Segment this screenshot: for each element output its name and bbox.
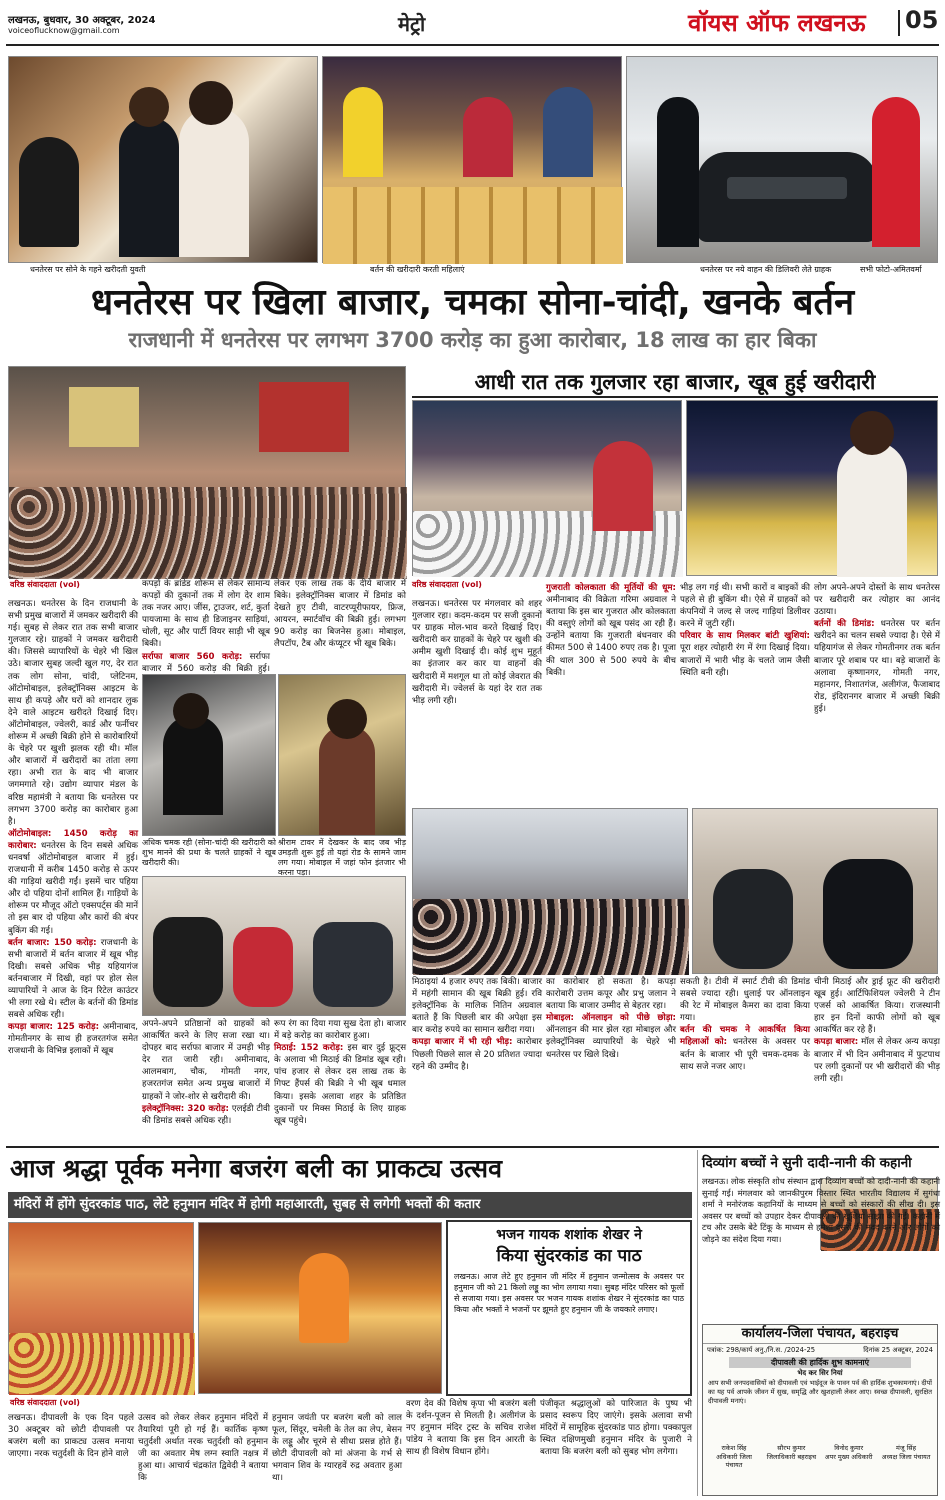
box-headline: किया सुंदरकांड का पाठ bbox=[496, 1246, 642, 1266]
lead-text: अमीनाबाद की विक्रेता गरिमा अग्रवाल ने बताया कि इस बार गुजरात और कोलकाता की वस्तुएं लोगों को खूब पसंद आ रही हैं। उन्होंने बताया कि गुजराती बंधनवार की कीमत 500 से 1400 रुपए तक है। पूजा की थाल 300 से 500 रुपये के बीच बिकी। bbox=[546, 595, 676, 678]
grandma-text: लखनऊ। लोक संस्कृति शोध संस्थान द्वारा दिव्यांग बच्चों को दादी-नानी की कहानी सुनाई गई। मंगलवार को जानकीपुरम विस्तार स्थित भारतीय विद्यालय में सुगंधा शर्मा ने मनोरंजक कहानियों के माध्यम से बच्चों को संस्कारों की सीख दी। इस अवसर पर बच्चों को उपहार देकर दीपावली की खुशियां साझा की गईं। कहानी में टच और उसके बेटे टिंकू के माध्यम से हमेशा दूसरों की मदद करने और लोगों को जोड़ने का संदेश दिया गया। bbox=[702, 1176, 940, 1244]
hanuman-column-1: लखनऊ। दीपावली के एक दिन पहले 30 अक्टूबर को छोटी दीपावली पर बजरंग बली का प्राकट्य उत्सव मनाया जाएगा। नरक चतुर्दशी के दिन होने वाले bbox=[8, 1413, 134, 1460]
lead-text: धनतेरस के अवसर पर बर्तन के बाजार भी पूरी चमक-दमक के साथ सजे नजर आए। bbox=[680, 1037, 811, 1072]
photo-caption: अधिक चमक रही (सोना-चांदी की खरीदारी को शुभ मानने की प्रथा के चलते ग्राहकों ने खूब खरीदारी की। bbox=[142, 838, 276, 867]
box-headline: भजन गायक शशांक शेखर ने bbox=[496, 1227, 642, 1243]
lead-text: अमीनाबाद, गोमतीनगर के साथ ही हजरतगंज समेत राजधानी के विभिन्न इलाकों में खूब bbox=[8, 1022, 138, 1057]
lead-column-1 bbox=[8, 598, 138, 1140]
signatory: सौरभ कुमार जिलाधिकारी बहराइच bbox=[766, 1444, 816, 1461]
lead-text: धनतेरस के दिन सबसे अधिक धनवर्षा ऑटोमोबाइल बाजार में हुई। राजधानी में करीब 1450 करोड़ से ऊपर की गाड़ियां खरीदी गईं। इसमें चार पहिया और दो पहिया दोनों शामिल हैं। गाड़ियों के शोरूम पर मौजूद ऑटो एक्सपर्ट्स की मानें तो इस बार दो पहिया और कारों की बंपर बुकिंग की गई। bbox=[8, 840, 138, 936]
hanuman-column-3: हनुमान जयंती पर बजरंग बली को लाल फूल, सिंदूर, चमेली के तेल का लेप, बेसन के लड्डू और चूरमे से सीधा प्रसन्न होते हैं। छोटी दीपावली को मां अंजना के गर्भ से भगवान शिव के ग्यारहवें रुद्र अवतार हुआ था। bbox=[272, 1413, 402, 1484]
subhead: ऑटोमोबाइल: 1450 करोड़ का कारोबार: bbox=[8, 828, 138, 851]
lead-column-3b bbox=[274, 1018, 406, 1140]
hanuman-column-5: पंजीकृत श्रद्धालुओं को पारिजात के पुष्प भी प्रसाद स्वरूप दिए जाएंगे। इसके अलावा सभी मंदिरों में सामूहिक सुंदरकांड पाठ होगा। पक्कापुल स्थित दक्षिणमुखी हनुमान मंदिर के पुजारी ने बताया कि बजरंग बली को सुबह भोग लगेगा। bbox=[540, 1399, 692, 1458]
subhead: बर्तन बाजार: 150 करोड़: bbox=[8, 937, 97, 948]
byline: वरिष्ठ संवाददाता (vol) bbox=[412, 580, 482, 589]
subhead: कपड़ा बाजार में भी रही भीड़: bbox=[412, 1037, 513, 1048]
mid-column-3 bbox=[680, 976, 810, 1140]
bhajan-box bbox=[446, 1220, 692, 1396]
second-headline bbox=[412, 368, 938, 398]
ad-ref: पत्रांक: 298/कार्य अनु./नि.स. /2024-25 bbox=[707, 1346, 816, 1354]
ad-title: कार्यालय-जिला पंचायत, बहराइच bbox=[703, 1325, 937, 1344]
lead-headline: धनतेरस पर खिला बाजार, चमका सोना-चांदी, खनके बर्तन bbox=[90, 282, 855, 323]
subhead: कपड़ा बाजार: 125 करोड़: bbox=[8, 1022, 99, 1033]
section-name: मेट्रो bbox=[398, 12, 426, 36]
subhead: बर्तनों की डिमांड: bbox=[814, 619, 875, 630]
photo-bike-showroom bbox=[692, 808, 938, 974]
photo-jewellery-shopping bbox=[8, 56, 318, 263]
second-headline-text: आधी रात तक गुलजार रहा बाजार, खूब हुई खरीदारी bbox=[474, 370, 876, 394]
box-text: लखनऊ। आज लेटे हुए हनुमान जी मंदिर में हनुमान जन्मोत्सव के अवसर पर हनुमान जी को 21 किलो लड्डू का भोग लगाया गया। सुबह मंदिर परिसर को फूलों से सजाया गया। इस अवसर पर भजन गायक शशांक शेखर ने सुंदरकांड का पाठ किया और भक्तों ने भजनों पर झूमते हुए हनुमान जी के जयकारे लगाए। bbox=[454, 1272, 684, 1314]
page-number: 05 bbox=[905, 6, 939, 34]
ad-box bbox=[702, 1324, 938, 1496]
lead-text: ऑनलाइन की मार झेल रहा मोबाइल और इलेक्ट्रॉनिक्स व्यापारियों के चेहरे भी धनतेरस पर खिले दिखे। bbox=[546, 1025, 676, 1060]
lead-text: सकती है। टीवी में स्मार्ट टीवी की डिमांड सबसे ज्यादा रही। धुलाई पर ऑनलाइन की रेट में मोबाइल कैमरा का दावा किया गया। bbox=[680, 977, 810, 1024]
right-column-4 bbox=[814, 582, 940, 804]
mid-column-4 bbox=[814, 976, 940, 1140]
hanuman-column-4: वरण देव की विशेष कृपा भी बजरंग बली के दर्शन-पूजन से मिलती है। अलीगंज के नए हनुमान मंदिर ट्रस्ट के सचिव राजेश पांडेय ने बताया कि इस दिन आरती के साथ ही विशेष विधान होंगे। bbox=[406, 1399, 536, 1458]
photo-crowded-market bbox=[8, 366, 406, 578]
photo-scooter-showroom bbox=[142, 876, 406, 1016]
lead-text: राजधानी के सभी बाजारों में बर्तन बाजार में खूब भीड़ दिखी। सबसे अधिक भीड़ यहियागंज बर्तनबाजार में दिखी, वहां पर होल सेल व्यापारियों ने आज के दिन रिटेल काउंटर भी लगा रखे थे। स्टील के बर्तनों की डिमांड सबसे अधिक रही। bbox=[8, 937, 138, 1021]
lead-text: मॉल से लेकर अन्य कपड़ा बाजार में भी दिन अमीनाबाद में फुटपाथ पर लगी दुकानों पर भी खरीदारों की भीड़ लगी रही। bbox=[814, 1037, 940, 1084]
signatory: विनोद कुमार अपर मुख्य अधिकारी bbox=[824, 1444, 873, 1461]
lead-text: इस बार दुई फ्रूट्स के अलावा भी मिठाई की डिमांड खूब रही। पांच हजार से लेकर दस लाख तक के गिफ्ट हैंपर्स की बिक्री ने भी खूब धमाल किया। इसके अलावा शहर के प्रतिष्ठित दुकानों पर मिक्स मिठाई के लिए ग्राहक खूब पहुंचे। bbox=[274, 1043, 407, 1126]
lead-text: एलईडी टीवी की डिमांड सबसे अधिक रही। bbox=[142, 1103, 270, 1126]
grandma-headline: दिव्यांग बच्चों ने सुनी दादी-नानी की कहानी bbox=[702, 1155, 912, 1171]
signatory: मंजू सिंह अध्यक्ष जिला पंचायत bbox=[881, 1444, 931, 1461]
photo-utensil-shopping bbox=[322, 56, 622, 263]
lead-text: पूरा शहर त्योहारी रंग में रंगा दिखाई दिया। बाजारों में भारी भीड़ के चलते जाम जैसी स्थिति बनी रही। bbox=[680, 643, 810, 678]
lead-text: सर्राफा बाजार में 560 करोड़ की बिक्री हुई। bbox=[142, 651, 270, 674]
hanuman-subheadline-bar bbox=[8, 1192, 692, 1218]
dateline: लखनऊ, बुधवार, 30 अक्टूबर, 2024 bbox=[8, 15, 156, 26]
lead-text: मिठाइयां 4 हजार रुपए तक बिकी। बाजार में महंगी सामान की खूब बिक्री हुई। रवि इलेक्ट्रॉनिक के मालिक नितिन अग्रवाल बताते हैं कि पिछली बार की अपेक्षा इस बार करोड़ रुपये का सामान खरीदा गया। bbox=[412, 977, 542, 1036]
mid-column-1 bbox=[412, 976, 542, 1140]
subhead: गुजराती कोलकाता की मूर्तियों की धूम: bbox=[546, 583, 676, 593]
lead-subheadline: राजधानी में धनतेरस पर लगभग 3700 करोड़ का हुआ कारोबार, 18 लाख का हार बिका bbox=[128, 328, 817, 352]
lead-text: लेकर एक लाख तक के दीये बाजार में बिके। इलेक्ट्रॉनिक्स बाजार में डिमांड को देखते हुए टीवी, वाटरप्यूरीफायर, फ्रिज, आयरन, स्मार्टवॉच की बिक्री हुई। लगभग 90 करोड़ का बिजनेस हुआ। मोबाइल, लैपटॉप, टैब और कंप्यूटर भी खूब बिके। bbox=[274, 579, 406, 650]
ad-signatories bbox=[703, 1442, 937, 1472]
subhead: इलेक्ट्रॉनिक्स: 320 करोड़: bbox=[142, 1103, 229, 1114]
lead-text: भीड़ लग गई थी। सभी कारों व बाइकों की पहले से ही बुकिंग थी। ऐसे में ग्राहकों को कंपनियों ने जल्द से जल्द गाड़ियां डिलीवर करने में जुटी रहीं। bbox=[680, 583, 810, 630]
photo-caption: धनतेरस पर नये वाहन की डिलिवरी लेते ग्राहक bbox=[700, 265, 832, 274]
hanuman-column-2: उत्सव को लेकर लेकर हनुमान मंदिरों में तैयारियां पूरी हो गई हैं। कार्तिक कृष्ण चतुर्दशी अर्थात नरक चतुर्दशी को हनुमान जी का अवतार मेष लग्न स्वाति नक्षत्र में हुआ था। आचार्य चंद्रकांत द्विवेदी ने बताया कि bbox=[138, 1413, 268, 1484]
right-column-1 bbox=[412, 598, 542, 804]
photo-jewellery-counter bbox=[142, 674, 276, 836]
byline: वरिष्ठ संवाददाता (vol) bbox=[10, 580, 80, 589]
ad-date: दिनांक 25 अक्टूबर, 2024 bbox=[863, 1346, 933, 1354]
signatory: राकेश सिंह अधिकारी जिला पंचायत bbox=[716, 1444, 752, 1469]
photo-car-delivery bbox=[626, 56, 938, 263]
lead-text: का कारोबार हो सकता है। कपड़ा कारोबारी उत्तम कपूर और प्रभु जलान ने बताया कि बाजार उम्मीद से बेहतर रहा। bbox=[546, 977, 676, 1012]
lead-text: कपड़ों के ब्रांडेड शोरूम से लेकर सामान्य कपड़ों की दुकानों तक में लोग देर शाम तक नजर आए। जींस, ट्राउजर, शर्ट, कुर्ता पायजामा के साथ ही डिजाइनर साड़ियां, चोली, सूट और पार्टी वियर साड़ी भी खूब बिकी। bbox=[142, 579, 270, 650]
lead-column-2a bbox=[142, 578, 270, 672]
ad-sub: भेद कर सिर नियां bbox=[797, 1369, 843, 1377]
lead-text: लखनऊ। धनतेरस के दिन राजधानी के सभी प्रमुख बाजारों में जमकर खरीदारी की गई। सुबह से लेकर रात तक सभी बाजार गुलजार रहे। ग्राहकों ने जमकर खरीदारी की। जिससे व्यापारियों के चेहरे भी खिल उठे। बाजार सुबह जल्दी खुल गए, देर रात तक लोग सोना, चांदी, प्लेटिनम, ऑटोमोबाइल, इलेक्ट्रॉनिक्स आइटम के साथ ही कपड़े और घरों को शानदार लुक देने वाले आइटम खरीदते दिखाई दिए। ऑटोमोबाइल, ज्वेलरी, कार्ड और फर्नीचर शोरूम में अच्छी बिक्री होने से कारोबारियों के चेहरे पर खुशी झलक रही थी। मॉल और बाजारों में खरीदारों का तांता लगा रहा। अभी रात के बाद भी बाजार जगमगाते रहे। उद्योग व्यापार मंडल के वरिष्ठ महामंत्री ने बताया कि धनतेरस पर लगभग 3700 करोड़ का कारोबार हुआ है। bbox=[8, 599, 138, 827]
subhead: मोबाइल: ऑनलाइन को पीछे छोड़ा: bbox=[546, 1013, 676, 1024]
photo-caption: धनतेरस पर सोने के गहने खरीदती युवती bbox=[30, 265, 146, 274]
subhead: परिवार के साथ मिलकर बांटी खुशियां: bbox=[680, 631, 810, 642]
ad-greeting: दीपावली की हार्दिक शुभ कामनाएं bbox=[729, 1357, 911, 1368]
lead-column-3a bbox=[274, 578, 406, 672]
photo-credit: सभी फोटो-अमितवर्मा bbox=[860, 265, 922, 274]
subhead: कपड़ा बाजार: bbox=[814, 1037, 859, 1048]
photo-store-crowd bbox=[412, 808, 688, 974]
photo-temple-devotees bbox=[8, 1222, 194, 1394]
right-column-3 bbox=[680, 582, 810, 804]
mid-column-2 bbox=[546, 976, 676, 1140]
lead-text: लोग अपने-अपने दोस्तों के साथ धनतेरस पर खरीदारी कर त्योहार का आनंद उठाया। bbox=[814, 583, 940, 618]
photo-jewellery-customer bbox=[278, 674, 406, 836]
lead-column-2b bbox=[142, 1018, 270, 1140]
photo-caption: बर्तन की खरीदारी करती महिलाएं bbox=[370, 265, 465, 274]
hanuman-subheadline: मंदिरों में होंगे सुंदरकांड पाठ, लेटे हनुमान मंदिर में होगी महाआरती, सुबह से लगेगी भक्तों की कतार bbox=[14, 1197, 481, 1212]
photo-caption: श्रीराम टावर में देखकर के बाद जब भीड़ उमड़ती शुरू हुई तो यहां रोड के सामने जाम लग गया। मोबाइल में जहां फोन इंतजार भी करना पड़ा। bbox=[278, 838, 406, 877]
photo-woman-shopping bbox=[686, 400, 938, 576]
paper-name: वॉयस ऑफ लखनऊ bbox=[688, 9, 866, 37]
subhead: मिठाई: 152 करोड़: bbox=[274, 1043, 344, 1054]
section-divider bbox=[6, 1146, 939, 1148]
photo-utensil-counter bbox=[412, 400, 682, 576]
lead-text: रूप रंग का दिया गया सुख देता हो। बाजार में बड़े करोड़ का कारोबार हुआ। bbox=[274, 1019, 406, 1042]
subhead: सर्राफा बाजार 560 करोड़: bbox=[142, 651, 243, 662]
lead-text: अपने-अपने प्रतिष्ठानों को ग्राहकों को आकर्षित करने के लिए सजा रखा था। दोपहर बाद सर्राफा बाजार में उमड़ी भीड़ देर रात जारी रही। अमीनाबाद, आलमबाग, चौक, गोमती नगर, हजरतगंज समेत अन्य प्रमुख बाजारों में ग्राहकों ने जोर-शोर से खरीदारी की। bbox=[142, 1019, 270, 1102]
masthead bbox=[0, 0, 945, 44]
right-column-2 bbox=[546, 582, 676, 804]
photo-temple-idol bbox=[198, 1222, 442, 1394]
subhead: बर्तन की चमक ने आकर्षित किया महिलाओं को: bbox=[680, 1025, 810, 1048]
hanuman-headline: आज श्रद्धा पूर्वक मनेगा बजरंग बली का प्राकट्य उत्सव bbox=[10, 1154, 502, 1183]
lead-text: चीनी मिठाई और ड्राई फ्रूट की खरीदारी खूब हुई। आर्टिफिशियल ज्वेलरी ने टीन एजर्स को आकर्षित किया। राजस्थानी हार इन दिनों काफी लोगों को खूब आकर्षित कर रहे हैं। bbox=[814, 977, 940, 1036]
email: voiceoflucknow@gmail.com bbox=[8, 26, 120, 35]
lead-text: धनतेरस पर बर्तन खरीदने का चलन सबसे ज्यादा है। ऐसे में यहियागंज से लेकर गोमतीनगर तक बर्तन बाजार पूरे शबाब पर था। बड़े बाजारों के अलावा कृष्णानगर, गोमती नगर, महानगर, निशातगंज, अलीगंज, फैजाबाद रोड, इंदिरानगर बाजार में अच्छी बिक्री हुई। bbox=[814, 619, 940, 714]
ad-body: आप सभी जनपदवासियों को दीपावली एवं भाईदूज के पावन पर्व की हार्दिक शुभकामनाएं। दीपों का यह पर्व आपके जीवन में सुख, समृद्धि और खुशहाली लेकर आए। स्वच्छ दीपावली, सुरक्षित दीपावली मनाएं। bbox=[708, 1379, 932, 1405]
byline: वरिष्ठ संवाददाता (vol) bbox=[10, 1398, 80, 1407]
lead-text: लखनऊ। धनतेरस पर मंगलवार को शहर गुलजार रहा। कदम-कदम पर सजी दुकानों पर ग्राहक मोल-भाव करते दिखाई दिए। खरीदारी कर ग्राहकों के चेहरे पर खुशी की अमीम खुशी दिखाई दी। कोई शुभ मुहूर्त का इंतजार कर कार या वाहनों की खरीदारी में मशगूल था तो कोई जेवरात की खरीदारी में। ज्वेलर्स के यहां देर रात तक भीड़ लगी रही। bbox=[412, 599, 542, 706]
lead-text: कारोबार पिछली पिछले साल से 20 प्रतिशत ज्यादा रहने की उम्मीद है। bbox=[412, 1037, 543, 1072]
